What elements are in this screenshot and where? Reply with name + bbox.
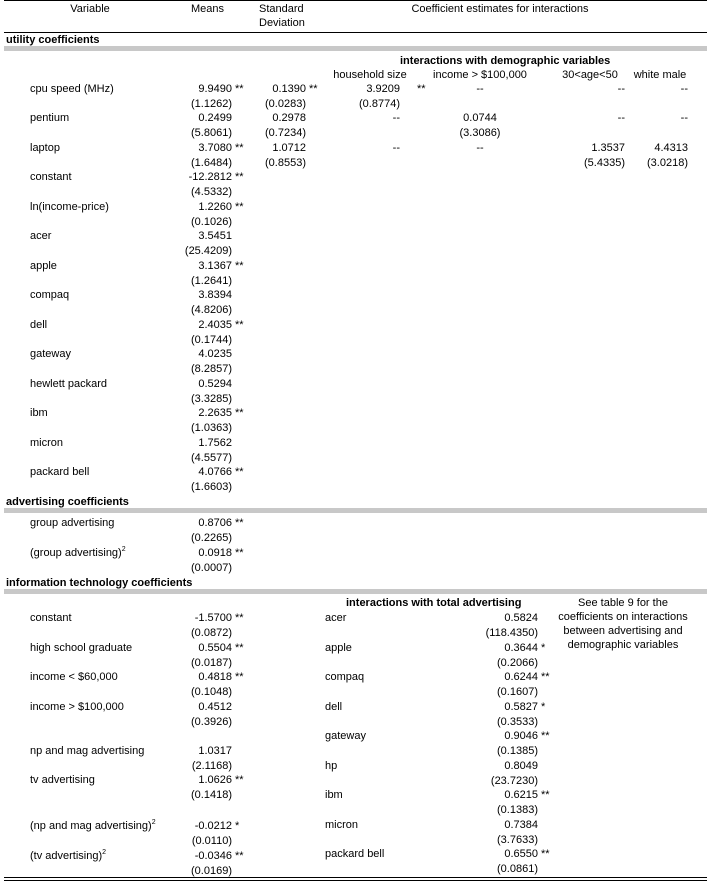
mean-significance: ** <box>235 850 244 862</box>
mean-value: 9.9490 <box>198 83 232 95</box>
mean-value: 0.4818 <box>198 671 232 683</box>
row-label-text: cpu speed (MHz) <box>30 83 114 95</box>
advertising-section-bar <box>4 508 707 513</box>
sd-std-error: (0.0283) <box>265 98 306 110</box>
mean-significance: ** <box>235 407 244 419</box>
mean-value: -12.2812 <box>188 171 232 183</box>
row-label-text: constant <box>30 171 72 183</box>
mean-value: 0.8706 <box>198 517 232 529</box>
total-adv-value: 0.7384 <box>504 818 538 831</box>
row-label <box>30 744 144 758</box>
header-rule <box>4 32 707 33</box>
mean-value: 0.4512 <box>198 701 232 713</box>
total-adv-value: 0.5827 <box>504 700 538 713</box>
row-label-text: (np and mag advertising) <box>30 820 152 832</box>
total-adv-significance: ** <box>541 730 550 742</box>
mean-significance: ** <box>235 612 244 624</box>
income-value: -- <box>476 142 484 154</box>
mean-value: 3.1367 <box>198 260 232 272</box>
total-adv-std-error: (3.7633) <box>497 833 538 846</box>
row-label-text: (tv advertising) <box>30 850 103 862</box>
it-total-adv-title: interactions with total advertising <box>346 597 522 609</box>
row-label-text: hewlett packard <box>30 378 108 390</box>
header-coef: Coefficient estimates for interactions <box>411 3 589 15</box>
row-label <box>30 200 109 214</box>
sd-significance: ** <box>309 83 318 95</box>
mean-std-error: (1.1262) <box>191 98 232 110</box>
total-adv-std-error: (0.1607) <box>497 686 538 698</box>
total-adv-label: acer <box>325 612 347 624</box>
total-adv-std-error: (23.7230) <box>490 774 538 787</box>
demo-col-income: income > $100,000 <box>433 69 527 81</box>
mean-std-error: (1.6484) <box>191 157 232 169</box>
mean-std-error: (0.2265) <box>191 532 232 544</box>
mean-significance: ** <box>235 260 244 272</box>
mean-std-error: (8.2857) <box>191 363 232 375</box>
row-label-superscript: 2 <box>151 819 156 826</box>
mean-value: -1.5700 <box>194 612 232 624</box>
mean-std-error: (1.6603) <box>191 481 232 493</box>
it-note-line4: demographic variables <box>567 639 679 651</box>
mean-value: -0.0346 <box>194 850 232 862</box>
header-sd-line1: Standard <box>259 3 304 15</box>
white-male-value: 4.4313 <box>654 142 688 154</box>
total-adv-significance: ** <box>541 848 550 860</box>
mean-significance: ** <box>235 319 244 331</box>
mean-value: 0.5504 <box>198 642 232 654</box>
header-means: Means <box>191 3 225 15</box>
mean-std-error: (0.0169) <box>191 865 232 877</box>
total-adv-value: 0.9046 <box>504 730 538 742</box>
header-sd-line2: Deviation <box>259 17 305 29</box>
total-adv-std-error: (118.4350) <box>485 627 538 639</box>
household-size-value: -- <box>392 112 400 124</box>
mean-value: 1.2260 <box>198 201 232 213</box>
mean-value: 2.4035 <box>198 319 232 331</box>
income-value: 0.0744 <box>463 112 497 124</box>
sd-std-error: (0.7234) <box>265 127 306 139</box>
it-note-line3: between advertising and <box>563 625 683 637</box>
utility-section-bar <box>4 46 707 51</box>
white-male-value: -- <box>680 112 688 124</box>
mean-value: 0.0918 <box>198 547 232 559</box>
total-adv-label: compaq <box>325 671 365 683</box>
total-adv-label: apple <box>325 641 352 654</box>
mean-significance: ** <box>235 201 244 213</box>
mean-significance: ** <box>235 774 244 786</box>
total-adv-label: hp <box>325 759 338 772</box>
row-label <box>30 288 69 302</box>
mean-significance: ** <box>235 171 244 183</box>
total-adv-std-error: (0.2066) <box>497 656 538 669</box>
age-value: -- <box>617 83 625 95</box>
household-size-std-error: (0.8774) <box>359 98 400 110</box>
demo-col-white-male: white male <box>633 69 687 81</box>
row-label <box>30 141 60 155</box>
total-adv-label: gateway <box>325 730 366 742</box>
table-bottom-rule <box>4 877 707 878</box>
table-bottom-rule-2 <box>4 880 707 881</box>
total-adv-value: 0.3644 <box>504 641 538 654</box>
total-adv-label: ibm <box>325 789 343 801</box>
mean-std-error: (0.0007) <box>191 562 232 574</box>
mean-std-error: (0.0872) <box>191 627 232 639</box>
utility-demo-title: interactions with demographic variables <box>400 55 611 67</box>
mean-significance: ** <box>235 142 244 154</box>
total-adv-label: packard bell <box>325 848 385 860</box>
sd-value: 1.0712 <box>272 142 306 154</box>
row-label-text: ln(income-price) <box>30 201 109 213</box>
row-label <box>30 436 63 450</box>
mean-value: 2.2635 <box>198 407 232 419</box>
row-label <box>30 318 47 332</box>
row-label-text: acer <box>30 230 52 242</box>
total-adv-value: 0.8049 <box>504 759 538 772</box>
mean-std-error: (4.5577) <box>191 452 232 464</box>
mean-std-error: (2.1168) <box>191 760 232 772</box>
row-label-text: group advertising <box>30 517 115 529</box>
row-label <box>30 849 106 863</box>
mean-significance: ** <box>235 642 244 654</box>
sd-std-error: (0.8553) <box>265 157 306 169</box>
total-adv-label: micron <box>325 818 359 831</box>
mean-std-error: (0.1048) <box>191 686 232 698</box>
total-adv-significance: * <box>541 641 546 654</box>
row-label-text: packard bell <box>30 466 90 478</box>
total-adv-label: dell <box>325 700 343 713</box>
row-label <box>30 377 107 391</box>
total-adv-value: 0.5824 <box>504 612 538 624</box>
row-label <box>30 611 72 625</box>
row-label-text: pentium <box>30 112 70 124</box>
demo-col-household-size: household size <box>333 69 407 81</box>
row-label-text: ibm <box>30 407 48 419</box>
mean-value: 0.5294 <box>198 378 232 390</box>
row-label-superscript: 2 <box>121 546 126 553</box>
row-label <box>30 700 124 714</box>
row-label-text: income > $100,000 <box>30 701 124 713</box>
mean-std-error: (0.1418) <box>191 789 232 801</box>
it-note-line2: coefficients on interactions <box>558 611 688 623</box>
sd-value: 0.1390 <box>272 83 306 95</box>
row-label <box>30 111 69 125</box>
mean-value: 0.2499 <box>198 112 232 124</box>
mean-value: 3.7080 <box>198 142 232 154</box>
row-label-text: np and mag advertising <box>30 745 145 757</box>
row-label-text: income < $60,000 <box>30 671 118 683</box>
row-label <box>30 546 126 560</box>
row-label-superscript: 2 <box>102 849 107 856</box>
it-section-bar <box>4 589 707 594</box>
it-section-title: information technology coefficients <box>6 577 193 589</box>
header-variable: Variable <box>70 3 110 15</box>
total-adv-significance: ** <box>541 789 550 801</box>
total-adv-significance: * <box>541 700 546 713</box>
mean-std-error: (1.2641) <box>191 275 232 287</box>
mean-std-error: (5.8061) <box>191 127 232 139</box>
utility-section-title: utility coefficients <box>6 34 100 46</box>
mean-std-error: (0.1026) <box>191 216 232 228</box>
row-label <box>30 641 132 655</box>
white-male-std-error: (3.0218) <box>647 157 688 169</box>
mean-significance: ** <box>235 547 244 559</box>
row-label-text: laptop <box>30 142 60 154</box>
row-label <box>30 259 57 273</box>
row-label <box>30 516 114 530</box>
row-label-text: apple <box>30 260 57 272</box>
row-label-text: (group advertising) <box>30 547 122 559</box>
mean-value: -0.0212 <box>194 820 232 832</box>
household-size-value: -- <box>392 142 400 154</box>
advertising-section-title: advertising coefficients <box>6 496 129 508</box>
row-label <box>30 82 114 96</box>
row-label <box>30 347 71 361</box>
mean-value: 1.0626 <box>198 774 232 786</box>
mean-std-error: (0.1744) <box>191 334 232 346</box>
age-std-error: (5.4335) <box>584 157 625 169</box>
mean-value: 3.8394 <box>198 289 232 301</box>
mean-value: 1.0317 <box>198 745 232 757</box>
total-adv-value: 0.6215 <box>504 789 538 801</box>
total-adv-std-error: (0.1385) <box>497 745 538 757</box>
mean-std-error: (1.0363) <box>191 422 232 434</box>
row-label <box>30 170 72 184</box>
mean-significance: ** <box>235 517 244 529</box>
total-adv-std-error: (0.3533) <box>497 715 538 728</box>
mean-std-error: (0.0110) <box>191 835 232 847</box>
mean-value: 3.5451 <box>198 230 232 242</box>
mean-value: 1.7562 <box>198 437 232 449</box>
row-label-text: gateway <box>30 348 71 360</box>
mean-value: 4.0766 <box>198 466 232 478</box>
total-adv-significance: ** <box>541 671 550 683</box>
table-top-rule <box>4 0 707 1</box>
mean-std-error: (3.3285) <box>191 393 232 405</box>
income-std-error: (3.3086) <box>459 127 501 139</box>
mean-significance: * <box>235 820 240 832</box>
row-label-text: constant <box>30 612 72 624</box>
row-label-text: micron <box>30 437 64 449</box>
row-label-text: compaq <box>30 289 70 301</box>
mean-significance: ** <box>235 671 244 683</box>
row-label <box>30 406 48 420</box>
row-label <box>30 229 51 243</box>
white-male-value: -- <box>680 83 688 95</box>
demo-col-age: 30<age<50 <box>562 69 618 81</box>
row-label-text: high school graduate <box>30 642 133 654</box>
mean-std-error: (0.3926) <box>191 716 232 728</box>
mean-std-error: (4.5332) <box>191 186 232 198</box>
total-adv-value: 0.6550 <box>504 848 538 860</box>
sd-value: 0.2978 <box>272 112 306 124</box>
mean-std-error: (0.0187) <box>191 657 232 669</box>
row-label <box>30 465 89 479</box>
row-label <box>30 773 95 787</box>
row-label-text: dell <box>30 319 48 331</box>
household-size-significance: ** <box>417 83 426 95</box>
mean-std-error: (4.8206) <box>191 304 232 316</box>
row-label-text: tv advertising <box>30 774 95 786</box>
age-value: 1.3537 <box>591 142 625 154</box>
mean-significance: ** <box>235 466 244 478</box>
row-label <box>30 670 118 684</box>
total-adv-value: 0.6244 <box>504 671 538 683</box>
total-adv-std-error: (0.1383) <box>497 804 538 816</box>
mean-value: 4.0235 <box>198 348 232 360</box>
total-adv-std-error: (0.0861) <box>497 863 538 875</box>
income-value: -- <box>476 83 484 95</box>
mean-significance: ** <box>235 83 244 95</box>
it-note-line1: See table 9 for the <box>578 597 668 609</box>
row-label <box>30 819 156 833</box>
mean-std-error: (25.4209) <box>184 245 232 257</box>
age-value: -- <box>617 112 625 124</box>
household-size-value: 3.9209 <box>366 83 400 95</box>
